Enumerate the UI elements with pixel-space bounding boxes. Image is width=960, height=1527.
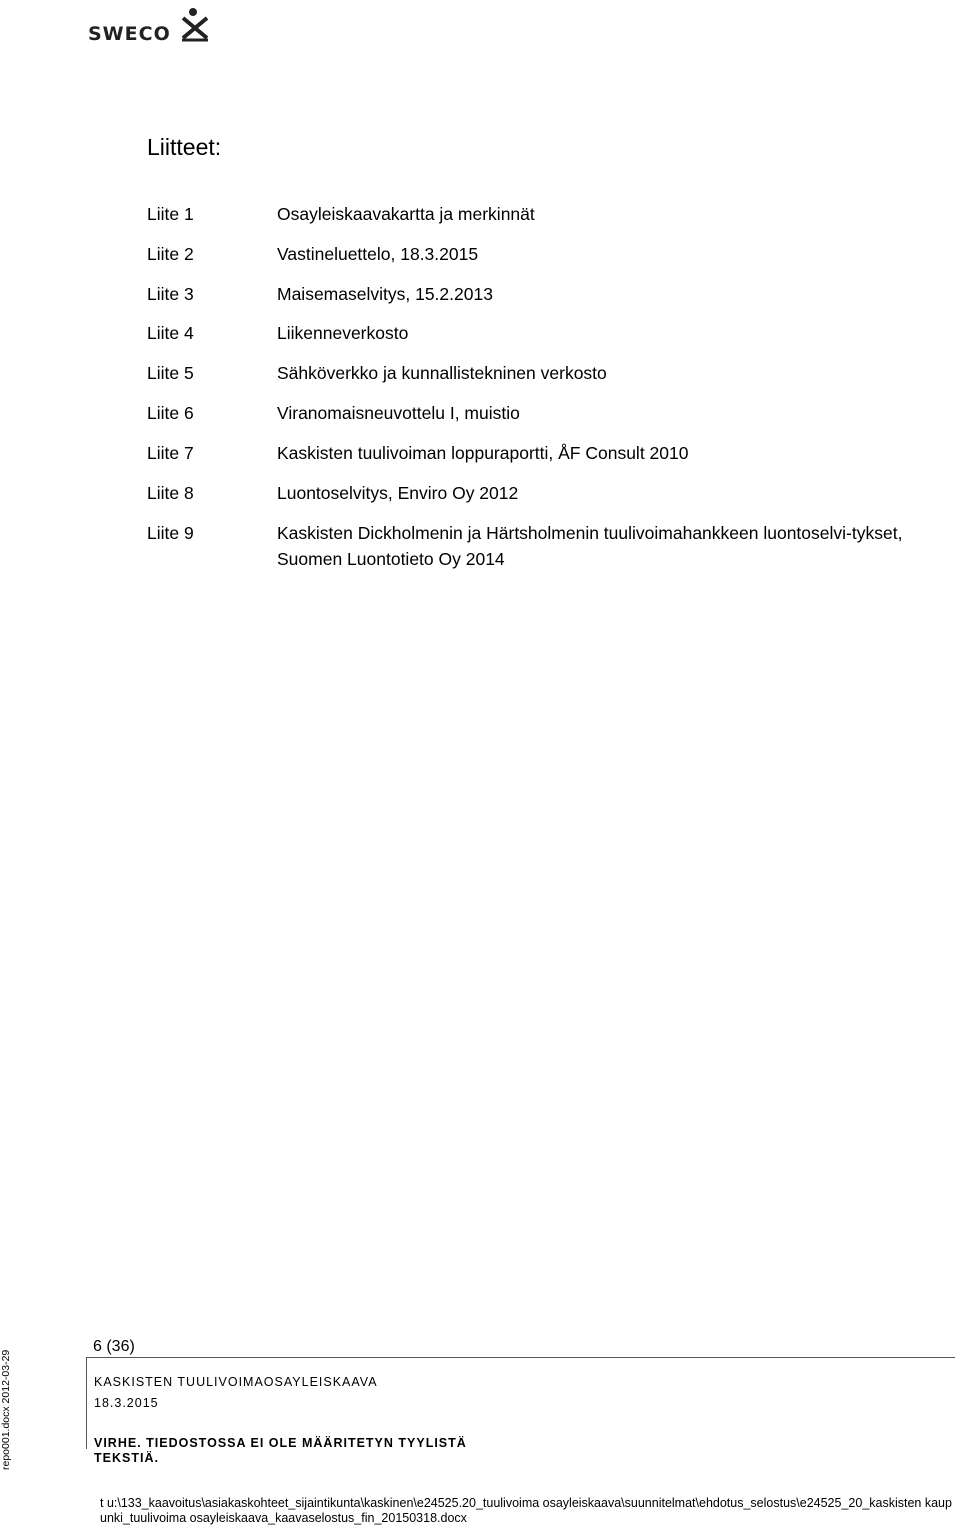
appendix-label: Liite 2	[147, 244, 194, 264]
appendix-desc: Osayleiskaavakartta ja merkinnät	[277, 204, 535, 224]
document-title: KASKISTEN TUULIVOIMAOSAYLEISKAAVA	[94, 1375, 378, 1389]
appendix-desc: Kaskisten Dickholmenin ja Härtsholmenin tuulivoimahankkeen luontoselvi-tykset, Suomen Luontotieto Oy 2014	[277, 523, 903, 569]
footer-divider	[86, 1357, 955, 1358]
appendix-label: Liite 9	[147, 523, 194, 543]
appendix-label: Liite 8	[147, 483, 194, 503]
appendix-desc: Liikenneverkosto	[277, 323, 409, 343]
appendix-label: Liite 5	[147, 363, 194, 383]
sweco-logo	[88, 6, 218, 46]
document-date: 18.3.2015	[94, 1396, 159, 1410]
file-path: t u:\133_kaavoitus\asiakaskohteet_sijaintikunta\kaskinen\e24525.20_tuulivoima osayleiskaava\suunnitelmat\ehdotus_selostus\e24525_20_kaskisten kaupunki_tuulivoima osayleiskaava_kaavaselostus_fin_20150318.docx	[100, 1496, 952, 1525]
appendix-label: Liite 3	[147, 284, 194, 304]
page-title: Liitteet:	[147, 134, 222, 160]
appendix-desc: Vastineluettelo, 18.3.2015	[277, 244, 479, 264]
logo-text: SWECO	[88, 23, 171, 45]
page-number: 6 (36)	[93, 1338, 135, 1355]
sweco-logo-icon	[180, 6, 210, 42]
style-error-text: VIRHE. TIEDOSTOSSA EI OLE MÄÄRITETYN TYYLISTÄ TEKSTIÄ.	[94, 1436, 467, 1465]
appendix-label: Liite 6	[147, 403, 194, 423]
appendix-desc: Kaskisten tuulivoiman loppuraportti, ÅF Consult 2010	[277, 443, 689, 463]
appendix-label: Liite 4	[147, 323, 194, 343]
appendix-desc: Luontoselvitys, Enviro Oy 2012	[277, 483, 519, 503]
appendix-desc: Viranomaisneuvottelu I, muistio	[277, 403, 520, 423]
appendix-desc: Sähköverkko ja kunnallistekninen verkosto	[277, 363, 607, 383]
template-id-text: repo001.docx 2012-03-29	[0, 1349, 12, 1470]
appendix-label: Liite 7	[147, 443, 194, 463]
footer-divider-vertical	[86, 1357, 87, 1449]
appendix-desc: Maisemaselvitys, 15.2.2013	[277, 284, 493, 304]
appendix-label: Liite 1	[147, 204, 194, 224]
